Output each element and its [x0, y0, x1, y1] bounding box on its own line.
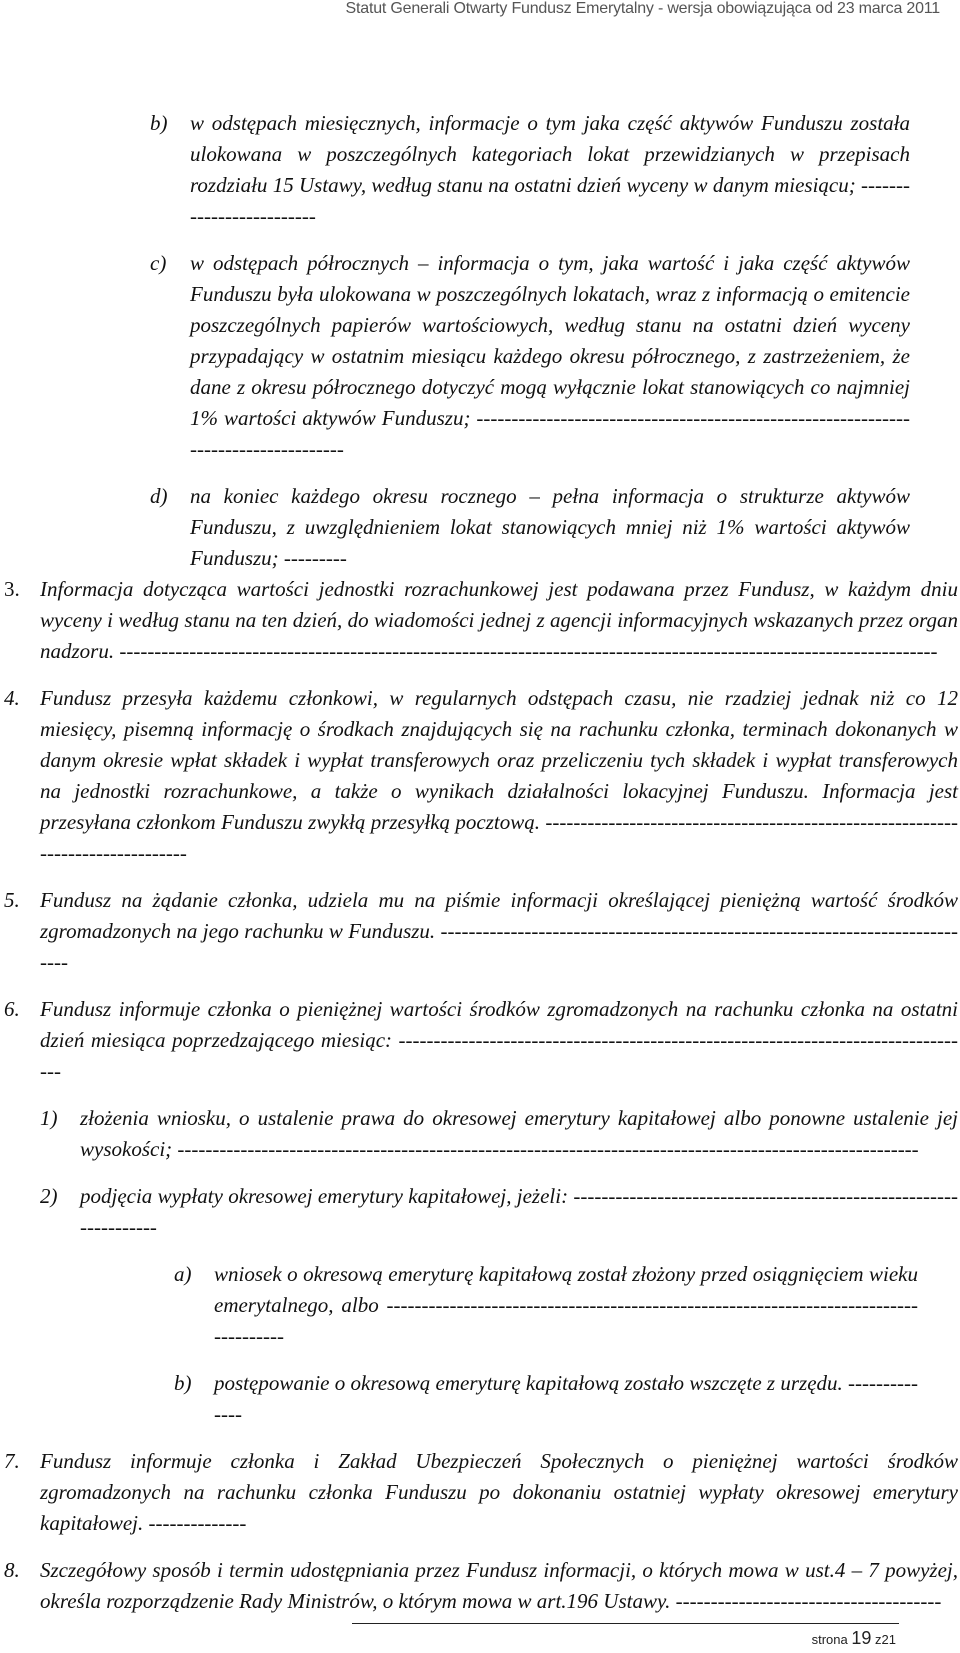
item-text: w odstępach półrocznych – informacja o tym, jaka wartość i jaka część aktywów Funduszu była ulokowana w poszczególnych lokatach, wraz z informacją o emitencie poszczególnych papierów wartościowych, według stanu na ostatni dzień wyceny przypadający w ostatnim miesiącu każdego okresu półrocznego, z zastrzeżeniem, że dane z okresu półrocznego dotyczyć mogą wyłącznie lokat stanowiących co najmniej 1% wartości aktywów Funduszu; ------------------------------------------------------------------------------------ [190, 251, 910, 461]
paragraph-3 [2, 574, 958, 667]
paragraph-number: 6. [4, 997, 20, 1021]
item-number: a) [174, 1262, 192, 1286]
page-number [812, 1628, 896, 1649]
item-text: na koniec każdego okresu rocznego – pełna informacja o strukturze aktywów Funduszu, z uwzględnieniem lokat stanowiących mniej niż 1% wartości aktywów Funduszu; --------- [190, 484, 910, 570]
paragraph-number: 5. [4, 888, 20, 912]
item-number: d) [150, 484, 168, 508]
page-label: strona [811, 1632, 848, 1647]
item-number: 2) [40, 1184, 58, 1208]
paragraph-6-item-1 [40, 1103, 958, 1165]
item-text: wniosek o okresową emeryturę kapitałową został złożony przed osiągnięciem wieku emerytalnego, albo -------------------------------------------------------------------------------------- [214, 1262, 918, 1348]
page-separator: z [875, 1632, 882, 1647]
paragraph-4 [2, 683, 958, 869]
item-number: b) [174, 1371, 192, 1395]
item-text: w odstępach miesięcznych, informacje o tym jaka część aktywów Funduszu została ulokowana w poszczególnych kategoriach lokat przewidzianych w przepisach rozdziału 15 Ustawy, według stanu na ostatni dzień wyceny w danym miesiącu; ------------------------- [190, 111, 910, 228]
item-number: b) [150, 111, 168, 135]
paragraph-6-item-2b [174, 1368, 918, 1430]
paragraph-text: Fundusz informuje członka i Zakład Ubezpieczeń Społecznych o pieniężnej wartości środków zgromadzonych na rachunku członka Funduszu po dokonaniu ostatniej wypłaty okresowej emerytury kapitałowej. -------------- [40, 1449, 958, 1535]
item-number: c) [150, 251, 167, 275]
current-page: 19 [851, 1628, 872, 1648]
document-body [0, 108, 960, 1617]
paragraph-5 [2, 885, 958, 978]
item-text: postępowanie o okresową emeryturę kapitałową zostało wszczęte z urzędu. -------------- [214, 1371, 918, 1426]
paragraph-text: Szczegółowy sposób i termin udostępniania przez Fundusz informacji, o których mowa w ust.4 – 7 powyżej, określa rozporządzenie Rady Ministrów, o którym mowa w art.196 Ustawy. -------------------------------------- [40, 1558, 958, 1613]
paragraph-6-item-2a [174, 1259, 918, 1352]
paragraph-number: 3. [4, 577, 20, 601]
document-header: Statut Generali Otwarty Fundusz Emerytalny - wersja obowiązująca od 23 marca 2011 [345, 0, 940, 17]
item-text: złożenia wniosku, o ustalenie prawa do okresowej emerytury kapitałowej albo ponowne ustalenie jej wysokości; ---------------------------------------------------------------------------------------------------------- [80, 1106, 958, 1161]
paragraph-text: Fundusz na żądanie członka, udziela mu na piśmie informacji określającej pieniężną wartość środków zgromadzonych na jego rachunku w Funduszu. ------------------------------------------------------------------------------ [40, 888, 958, 974]
footer-divider [352, 1623, 899, 1624]
list-item-b [150, 108, 910, 232]
paragraph-text: Fundusz przesyła każdemu członkowi, w regularnych odstępach czasu, nie rzadziej jednak niż co 12 miesięcy, pisemną informację o środkach znajdujących się na rachunku członka, terminach dokonanych w danym okresie wpłat składek i wypłat transferowych oraz przeliczeniu tych składek i wypłat transferowych na jednostki rozrachunkowe, a także o wynikach działalności lokacyjnej Funduszu. Informacja jest przesyłana członkom Funduszu zwykłą przesyłką pocztową. -------------------------------------------------------------------------------- [40, 686, 958, 865]
paragraph-number: 7. [4, 1449, 20, 1473]
paragraph-6 [2, 994, 958, 1087]
item-number: 1) [40, 1106, 58, 1130]
paragraph-6-item-2 [40, 1181, 958, 1243]
paragraph-number: 8. [4, 1558, 20, 1582]
list-item-d [150, 481, 910, 574]
paragraph-8 [2, 1555, 958, 1617]
paragraph-text: Fundusz informuje członka o pieniężnej wartości środków zgromadzonych na rachunku członka na ostatni dzień miesiąca poprzedzającego miesiąc: ----------------------------------------------------------------------------------- [40, 997, 958, 1083]
paragraph-7 [2, 1446, 958, 1539]
paragraph-number: 4. [4, 686, 20, 710]
paragraph-text: Informacja dotycząca wartości jednostki rozrachunkowej jest podawana przez Fundusz, w każdym dniu wyceny i według stanu na ten dzień, do wiadomości jednej z agencji informacyjnych wskazanych przez organ nadzoru. --------------------------------------------------------------------------------------------------------------------- [40, 577, 958, 663]
total-pages: 21 [881, 1632, 896, 1647]
list-item-c [150, 248, 910, 465]
item-text: podjęcia wypłaty okresowej emerytury kapitałowej, jeżeli: ------------------------------------------------------------------ [80, 1184, 958, 1239]
